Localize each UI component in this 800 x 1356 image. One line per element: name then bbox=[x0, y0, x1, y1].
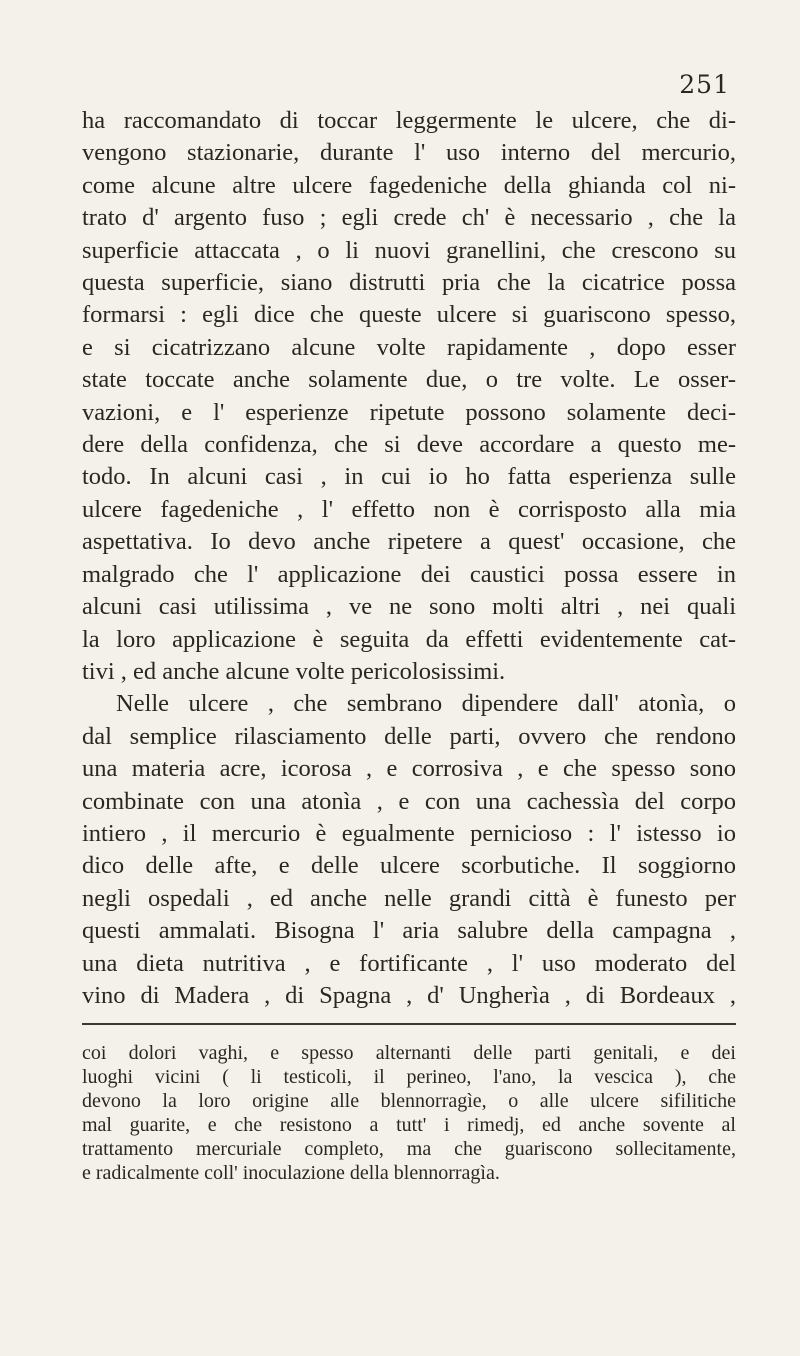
text-line: todo. In alcuni casi , in cui io ho fatta esperienza sulle bbox=[82, 463, 736, 491]
text-line: combinate con una atonìa , e con una cachessìa del corpo bbox=[82, 787, 736, 815]
text-line: aspettativa. Io devo anche ripetere a quest' occasione, che bbox=[82, 528, 736, 556]
footnote-line: mal guarite, e che resistono a tutt' i rimedj, ed anche sovente al bbox=[82, 1114, 736, 1136]
text-line: ha raccomandato di toccar leggermente le ulcere, che di- bbox=[82, 107, 736, 134]
page-number: 251 bbox=[679, 70, 730, 99]
text-line: ulcere fagedeniche , l' effetto non è corrisposto alla mia bbox=[82, 495, 736, 523]
text-line: dico delle afte, e delle ulcere scorbutiche. Il soggiorno bbox=[82, 852, 736, 880]
text-line: state toccate anche solamente due, o tre volte. Le osser- bbox=[82, 366, 736, 394]
footnote bbox=[82, 1041, 736, 1185]
text-line: la loro applicazione è seguita da effetti evidentemente cat- bbox=[82, 625, 736, 653]
text-line: trato d' argento fuso ; egli crede ch' è necessario , che la bbox=[82, 204, 736, 232]
text-line: questa superficie, siano distrutti pria che la cicatrice possa bbox=[82, 269, 736, 297]
text-line: formarsi : egli dice che queste ulcere si guariscono spesso, bbox=[82, 301, 736, 329]
footnote-divider bbox=[82, 1023, 736, 1025]
text-line: come alcune altre ulcere fagedeniche della ghianda col ni- bbox=[82, 171, 736, 199]
text-line: dere della confidenza, che si deve accordare a questo me- bbox=[82, 431, 736, 459]
text-line: superficie attaccata , o li nuovi granellini, che crescono su bbox=[82, 236, 736, 264]
text-line: una dieta nutritiva , e fortificante , l' uso moderato del bbox=[82, 949, 736, 977]
text-line: questi ammalati. Bisogna l' aria salubre della campagna , bbox=[82, 917, 736, 945]
text-line: negli ospedali , ed anche nelle grandi città è funesto per bbox=[82, 884, 736, 912]
footnote-line: devono la loro origine alle blennorragìe, o alle ulcere sifilitiche bbox=[82, 1090, 736, 1112]
footnote-line: trattamento mercuriale completo, ma che guariscono sollecitamente, bbox=[82, 1138, 736, 1160]
text-line: alcuni casi utilissima , ve ne sono molti altri , nei quali bbox=[82, 593, 736, 621]
text-line: vengono stazionarie, durante l' uso interno del mercurio, bbox=[82, 139, 736, 167]
main-text bbox=[82, 105, 736, 1012]
text-line: malgrado che l' applicazione dei caustici possa essere in bbox=[82, 560, 736, 588]
text-line: dal semplice rilasciamento delle parti, ovvero che rendono bbox=[82, 722, 736, 750]
text-line: una materia acre, icorosa , e corrosiva , e che spesso sono bbox=[82, 755, 736, 783]
text-line: e si cicatrizzano alcune volte rapidamente , dopo esser bbox=[82, 333, 736, 361]
text-line: Nelle ulcere , che sembrano dipendere dall' atonìa, o bbox=[116, 690, 736, 718]
footnote-line: e radicalmente coll' inoculazione della blennorragìa. bbox=[82, 1162, 500, 1184]
text-line: vino di Madera , di Spagna , d' Ungherìa , di Bordeaux , bbox=[82, 981, 736, 1009]
footnote-line: coi dolori vaghi, e spesso alternanti delle parti genitali, e dei bbox=[82, 1042, 736, 1064]
text-line: intiero , il mercurio è egualmente pernicioso : l' istesso io bbox=[82, 819, 736, 847]
text-line: vazioni, e l' esperienze ripetute possono solamente deci- bbox=[82, 398, 736, 426]
footnote-line: luoghi vicini ( li testicoli, il perineo, l'ano, la vescica ), che bbox=[82, 1066, 736, 1088]
text-line: tivi , ed anche alcune volte pericolosissimi. bbox=[82, 657, 506, 685]
